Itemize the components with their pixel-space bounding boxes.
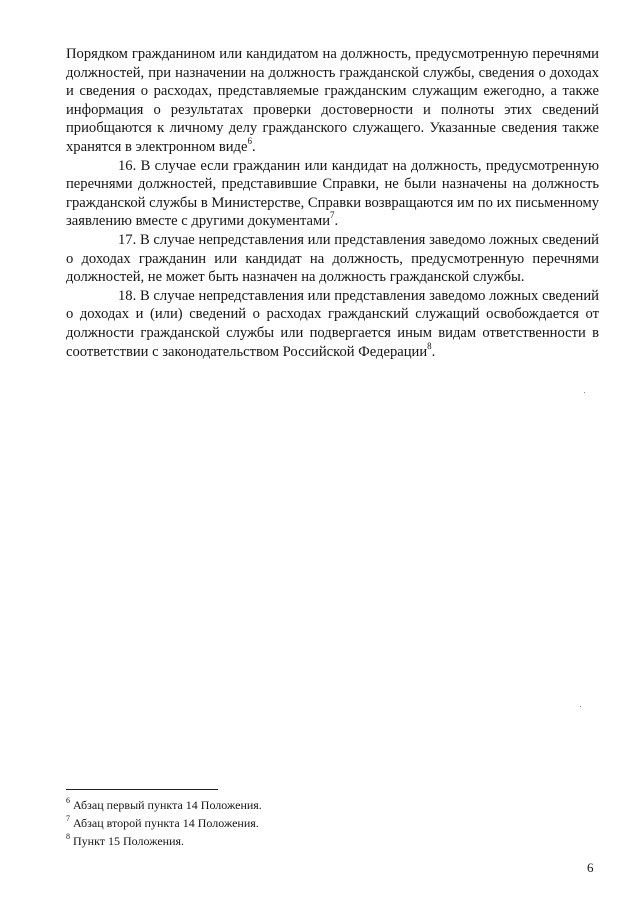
footnote-7: $^7$ Абзац второй пункта 14 Положения.: [66, 814, 259, 830]
footnote-ref-8[interactable]: 8: [427, 340, 432, 351]
footnotes: [66, 796, 586, 850]
footnote-ref-6[interactable]: 6: [247, 136, 252, 147]
page-number: 6: [587, 860, 594, 875]
scan-speck: [580, 706, 581, 707]
footnote-separator: [66, 789, 218, 790]
paragraph-16: 16. В случае если гражданин или кандидат на должность, предусмотренную перечнями должностей, представившие Справки, не были назначены на должность гражданской службы в Министерстве, Справки возвращаются им по их письменному заявлению вместе с другими документами$^7$.: [66, 157, 599, 230]
footnote-8: $^8$ Пункт 15 Положения.: [66, 832, 185, 848]
scan-speck: [584, 392, 585, 393]
paragraph-17: 17. В случае непредставления или представления заведомо ложных сведений о доходах гражданин или кандидат на должность, предусмотренную перечнями должностей, не может быть назначен на должность гражданской службы.: [66, 231, 599, 286]
body-text: [66, 45, 599, 361]
footnote-6: $^6$ Абзац первый пункта 14 Положения.: [66, 796, 262, 812]
paragraph-15-continuation: Порядком гражданином или кандидатом на должность, предусмотренную перечнями должностей, при назначении на должность гражданской службы, сведения о доходах и сведения о расходах, представляемые гражданским служащим ежегодно, а также информация о результатах проверки достоверности и полноты этих сведений приобщаются к личному делу гражданского служащего. Указанные сведения также хранятся в электронном виде$^6$.: [66, 46, 599, 155]
paragraph-18: 18. В случае непредставления или представления заведомо ложных сведений о доходах и (или) сведений о расходах гражданский служащий освобождается от должности гражданской службы или подвергается иным видам ответственности в соответствии с законодательством Российской Федерации$^8$.: [66, 287, 599, 360]
footnote-ref-7[interactable]: 7: [330, 210, 335, 221]
